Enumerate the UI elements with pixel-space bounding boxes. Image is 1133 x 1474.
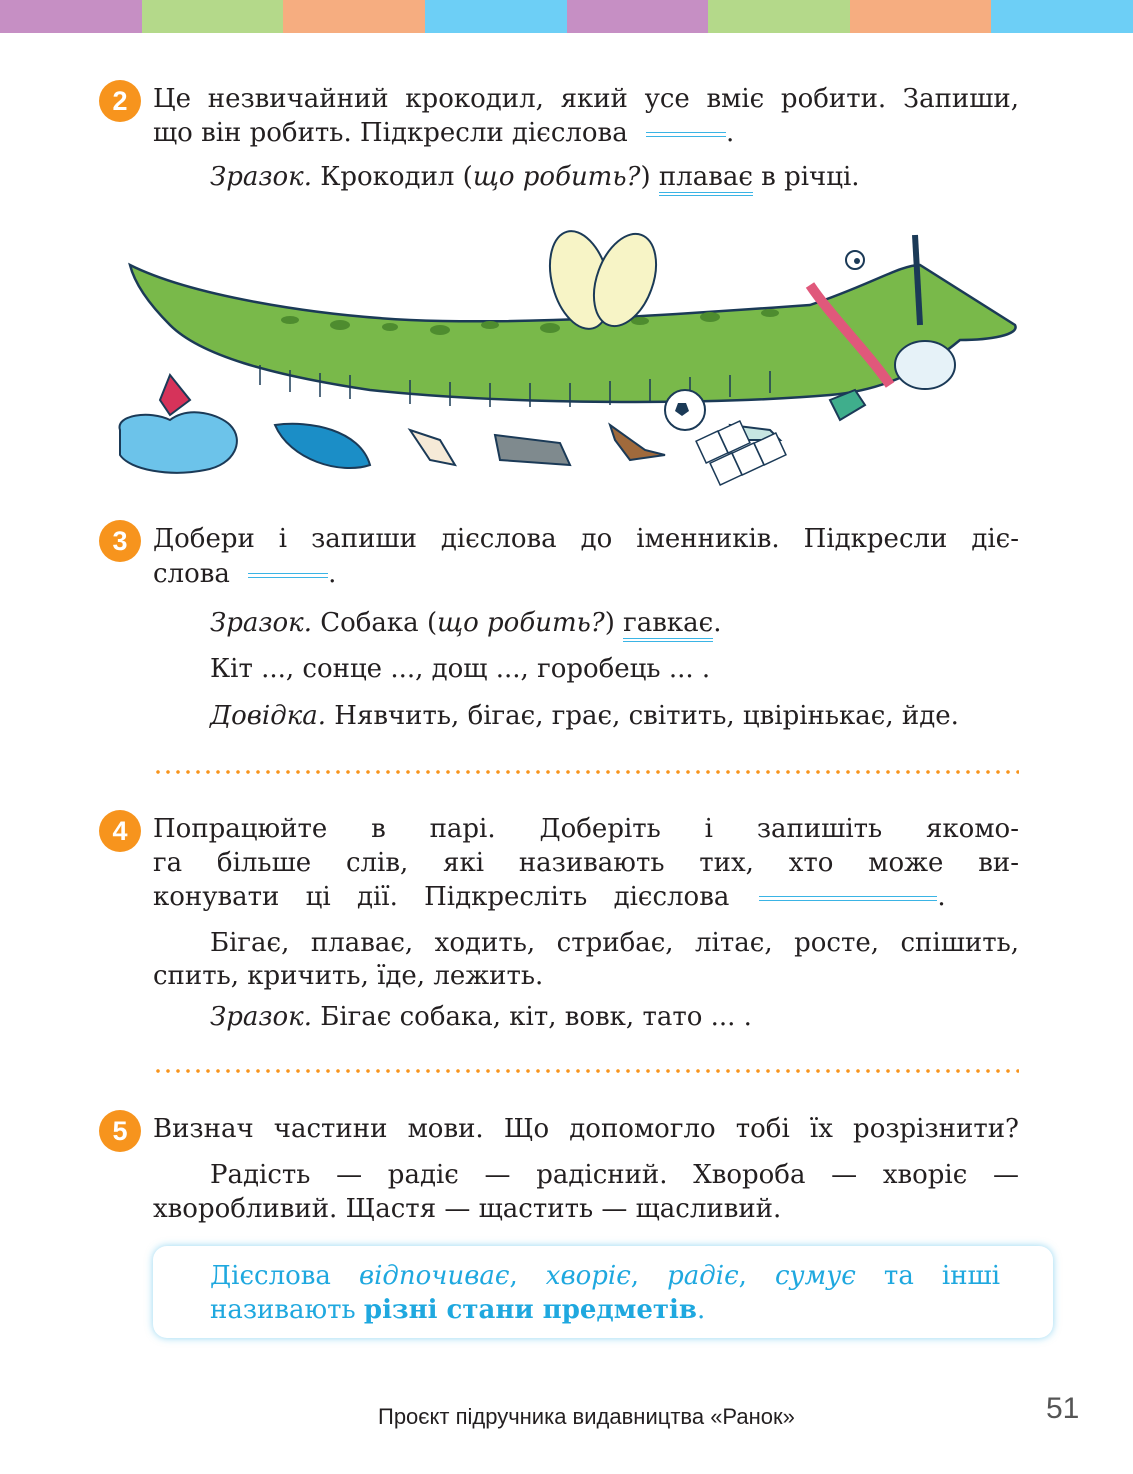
footer-caption: Проєкт підручника видавництва «Ранок» (378, 1404, 795, 1429)
rule-text: та інші (855, 1261, 1001, 1291)
rule-text: , (509, 1261, 546, 1291)
rule-verb: радіє (667, 1261, 739, 1291)
task-number-badge: 2 (99, 80, 141, 122)
task2-line2-text: що він робить. Підкресли дієслова (153, 118, 628, 148)
example-verb: плаває (659, 162, 753, 196)
task3-exercise: Кіт ..., сонце ..., дощ ..., горобець ... . (210, 654, 711, 684)
color-segment (283, 0, 425, 33)
task4-example (210, 1000, 1019, 1034)
task5-line2: Радість — радіє — радісний. Хвороба — хворіє — (210, 1160, 1019, 1190)
example-label: Зразок. (210, 608, 312, 638)
example-question: що робить? (472, 162, 641, 192)
task-number-badge: 4 (99, 810, 141, 852)
rule-line2 (210, 1294, 1010, 1326)
dotted-separator (153, 1069, 1019, 1073)
color-segment (991, 0, 1133, 33)
example-text: . (713, 608, 722, 638)
rule-line1 (210, 1260, 1000, 1292)
help-text: Нявчить, бігає, грає, світить, цвірінькає, йде. (326, 701, 959, 731)
task3-line2-text: слова (153, 559, 230, 589)
task4-words2: спить, кричить, їде, лежить. (153, 961, 544, 991)
crocodile-illustration (110, 225, 1030, 495)
color-segment (850, 0, 992, 33)
rule-box (153, 1246, 1053, 1338)
task2-line2 (153, 116, 1019, 150)
task4-line1: Попрацюйте в парі. Доберіть і запишіть якомо- (153, 814, 1019, 844)
task2-example (210, 160, 1019, 196)
example-text: Крокодил ( (311, 162, 473, 192)
page-number: 51 (1046, 1392, 1080, 1425)
color-segment (567, 0, 709, 33)
task4-line3-text: конувати ці дії. Підкресліть дієслова (153, 882, 730, 912)
rule-text: Дієслова (210, 1261, 359, 1291)
task5-line1: Визнач частини мови. Що допомогло тобі їх розрізнити? (153, 1114, 1019, 1144)
task3-line1: Добери і запиши дієслова до іменників. Підкресли діє- (153, 524, 1019, 554)
example-label: Зразок. (210, 1002, 312, 1032)
example-verb: гавкає (623, 608, 713, 642)
example-text: ) (604, 608, 624, 638)
task4-line3 (153, 880, 1019, 914)
dotted-separator (153, 770, 1019, 774)
rule-verb: хворіє (545, 1261, 631, 1291)
color-segment (708, 0, 850, 33)
example-text: Собака ( (311, 608, 438, 638)
double-underline-sample (759, 896, 937, 901)
example-text: в річці. (752, 162, 860, 192)
task4-words1: Бігає, плаває, ходить, стрибає, літає, росте, спішить, (210, 928, 1019, 958)
rule-verb: сумує (775, 1261, 856, 1291)
rule-text: , (738, 1261, 775, 1291)
double-underline-sample (646, 132, 726, 137)
task4-line3-end: . (937, 882, 946, 912)
task3-line2 (153, 557, 1019, 591)
rule-text: називають (210, 1295, 364, 1325)
example-question: що робить? (437, 608, 605, 638)
double-underline-sample (248, 573, 328, 578)
task3-help (210, 699, 1019, 733)
task4-line2: га більше слів, які називають тих, хто може ви- (153, 848, 1019, 878)
rule-text: , (630, 1261, 668, 1291)
task3-example (210, 606, 1019, 642)
example-text: ) (640, 162, 659, 192)
rule-verb: відпочиває (358, 1261, 510, 1291)
help-label: Довідка. (210, 701, 327, 731)
task5-line3: хворобливий. Щастя — щастить — щасливий. (153, 1194, 782, 1224)
rule-emphasis: різні стани предметів (363, 1295, 697, 1325)
task-number-badge: 5 (99, 1110, 141, 1152)
color-segment (425, 0, 567, 33)
example-text: Бігає собака, кіт, вовк, тато ... . (311, 1002, 752, 1032)
example-label: Зразок. (210, 162, 312, 192)
task2-line2-end: . (725, 118, 735, 148)
task2-line1: Це незвичайний крокодил, який усе вміє робити. Запиши, (153, 84, 1019, 114)
task3-line2-end: . (328, 559, 337, 589)
rule-text: . (696, 1295, 706, 1325)
top-color-bar (0, 0, 1133, 33)
color-segment (142, 0, 284, 33)
color-segment (0, 0, 142, 33)
task-number-badge: 3 (99, 520, 141, 562)
